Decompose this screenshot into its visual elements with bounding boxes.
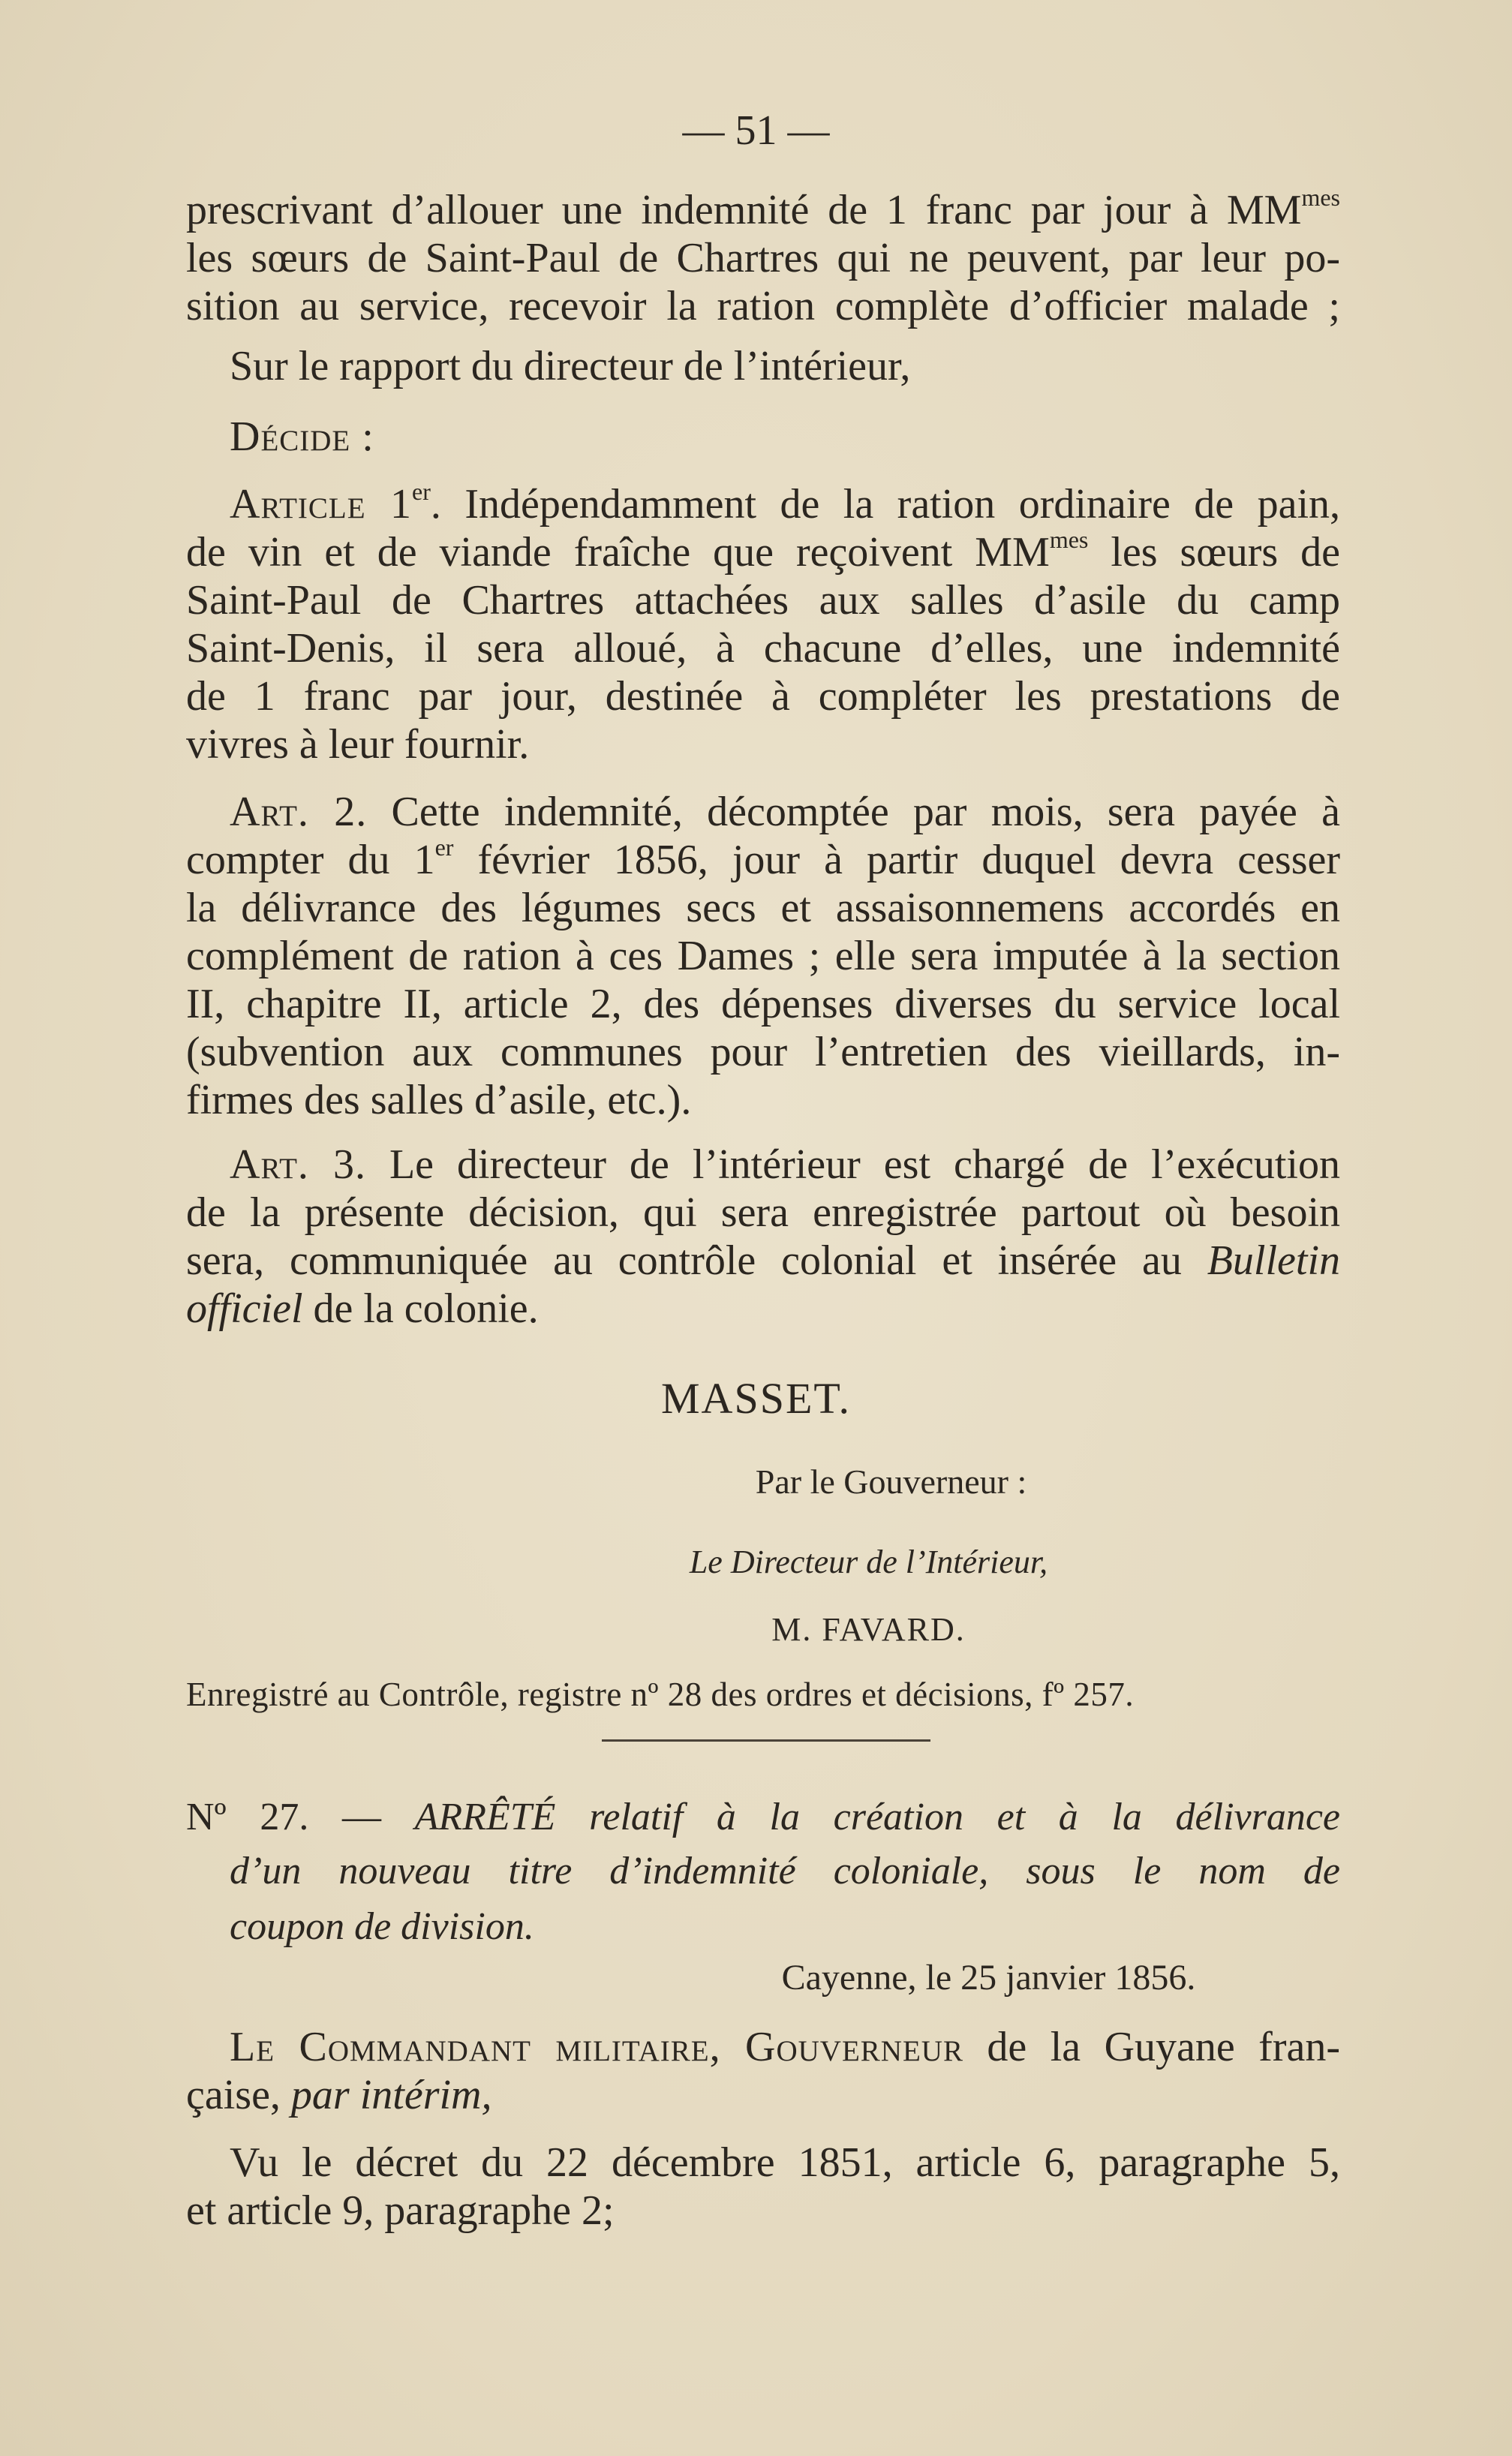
text-line: de la présente décision, qui sera enregistrée partout où besoin	[186, 1189, 1340, 1236]
text-line: (subvention aux communes pour l’entretien des vieillards, in-	[186, 1029, 1340, 1075]
par-le-gouverneur: Par le Gouverneur :	[755, 1462, 1027, 1501]
preamble-line: çaise, par intérim,	[186, 2072, 492, 2118]
arrete-title-line: Nº 27. — ARRÊTÉ relatif à la création et à la délivrance	[186, 1796, 1341, 1838]
article-2-first-line: Art. 2. Cette indemnité, décomptée par mois, sera payée à	[230, 789, 1340, 835]
text-line: compter du 1er février 1856, jour à partir duquel devra cesser	[186, 834, 1340, 883]
text-line: sition au service, recevoir la ration complète d’officier malade ;	[186, 283, 1340, 329]
section-divider	[602, 1739, 930, 1742]
signature-masset: MASSET.	[660, 1374, 852, 1423]
vu-line: Vu le décret du 22 décembre 1851, article 6, paragraphe 5,	[230, 2139, 1340, 2186]
dateline: Cayenne, le 25 janvier 1856.	[781, 1958, 1196, 1998]
text-line: Saint-Paul de Chartres attachées aux salles d’asile du camp	[186, 577, 1340, 624]
text-line: vivres à leur fournir.	[186, 721, 530, 768]
text-line: de vin et de viande fraîche que reçoivent $MM^{mes}$ les sœurs de	[186, 526, 1340, 576]
directeur-title: Le Directeur de l’Intérieur,	[689, 1544, 1048, 1580]
text-line: II, chapitre II, article 2, des dépenses diverses du service local	[186, 981, 1340, 1027]
decide-heading: Décide :	[230, 413, 374, 460]
arrete-title-line: d’un nouveau titre d’indemnité coloniale, sous le nom de	[230, 1850, 1340, 1892]
text-line: les sœurs de Saint-Paul de Chartres qui ne peuvent, par leur po-	[186, 235, 1340, 281]
article-1-first-line: Article 1er. Indépendamment de la ration ordinaire de pain,	[230, 478, 1340, 528]
page-number: — 51 —	[682, 107, 830, 154]
text-line: prescrivant d’allouer une indemnité de 1 franc par jour à $MM^{mes}$	[186, 184, 1340, 233]
text-line: de 1 franc par jour, destinée à compléter les prestations de	[186, 673, 1340, 720]
vu-line: et article 9, paragraphe 2;	[186, 2187, 615, 2234]
preamble-line: Le Commandant militaire, Gouverneur de la Guyane fran-	[230, 2024, 1340, 2070]
text-line: sera, communiquée au contrôle colonial et insérée au Bulletin	[186, 1237, 1340, 1284]
text-line: firmes des salles d’asile, etc.).	[186, 1077, 692, 1123]
enregistre-note: Enregistré au Contrôle, registre nº 28 des ordres et décisions, fº 257.	[186, 1676, 1135, 1713]
text-line: officiel de la colonie.	[186, 1285, 539, 1332]
text-line: complément de ration à ces Dames ; elle sera imputée à la section	[186, 933, 1340, 979]
text-line: Saint-Denis, il sera alloué, à chacune d’elles, une indemnité	[186, 625, 1340, 672]
article-3-first-line: Art. 3. Le directeur de l’intérieur est chargé de l’exécution	[230, 1141, 1340, 1188]
text-line: Sur le rapport du directeur de l’intérieur,	[230, 343, 911, 389]
text-line: la délivrance des légumes secs et assaisonnemens accordés en	[186, 885, 1340, 931]
directeur-name: M. FAVARD.	[771, 1611, 966, 1648]
arrete-title-line: coupon de division.	[230, 1905, 534, 1948]
